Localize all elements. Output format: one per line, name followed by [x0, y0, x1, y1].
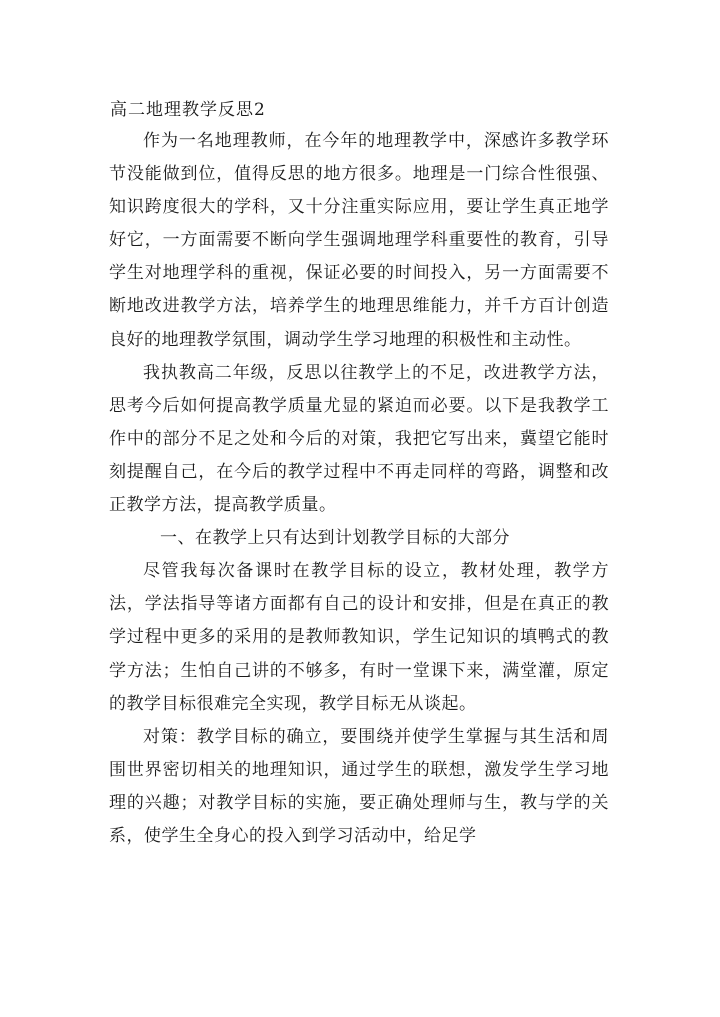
paragraph-problem: 尽管我每次备课时在教学目标的设立，教材处理，教学方法，学法指导等诸方面都有自己的设计和安排，但是在真正的教学过程中更多的采用的是教师教知识，学生记知识的填鸭式的教学方法；生怕自己讲的不够多，有时一堂课下来，满堂灌，原定的教学目标很难完全实现，教学目标无从谈起。 — [109, 561, 609, 714]
document-body — [109, 125, 609, 853]
section-heading: 一、在教学上只有达到计划教学目标的大部分 — [160, 528, 510, 549]
paragraph-strategy: 对策：教学目标的确立，要围绕并使学生掌握与其生活和周围世界密切相关的地理知识，通过学生的联想，激发学生学习地理的兴趣；对教学目标的实施，要正确处理师与生，教与学的关系，使学生全身心的投入到学习活动中，给足学 — [109, 726, 609, 846]
document-title: 高二地理教学反思2 — [110, 100, 266, 120]
paragraph-context: 我执教高二年级，反思以往教学上的不足，改进教学方法，思考今后如何提高教学质量尤显的紧迫而必要。以下是我教学工作中的部分不足之处和今后的对策，我把它写出来，冀望它能时刻提醒自己，在今后的教学过程中不再走同样的弯路，调整和改正教学方法，提高教学质量。 — [109, 362, 609, 516]
paragraph-intro: 作为一名地理教师，在今年的地理教学中，深感许多教学环节没能做到位，值得反思的地方很多。地理是一门综合性很强、知识跨度很大的学科，又十分注重实际应用，要让学生真正地学好它，一方面需要不断向学生强调地理学科重要性的教育，引导学生对地理学科的重视，保证必要的时间投入，另一方面需要不断地改进教学方法，培养学生的地理思维能力，并千方百计创造良好的地理教学氛围，调动学生学习地理的积极性和主动性。 — [109, 131, 609, 350]
